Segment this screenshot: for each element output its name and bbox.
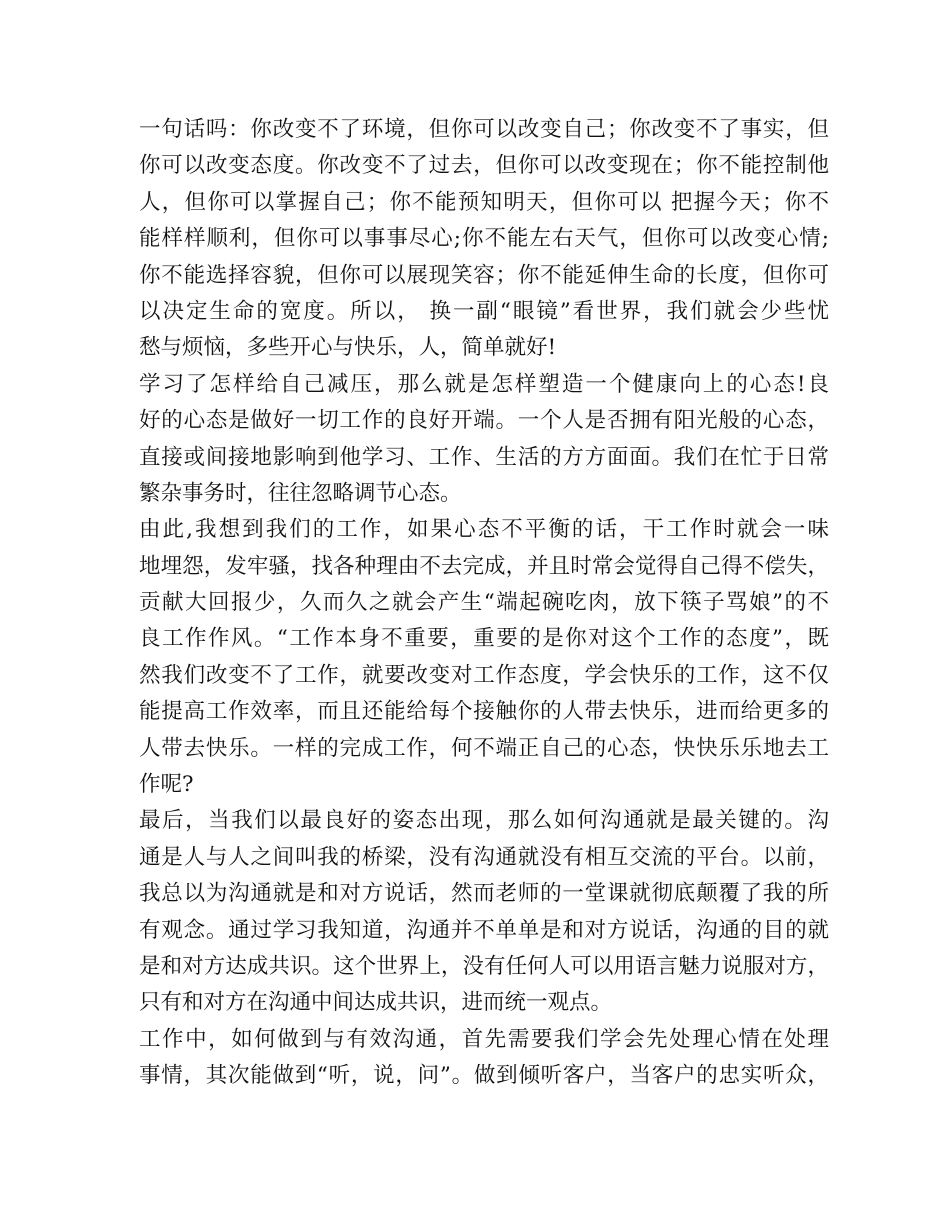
text-line: 能提高工作效率，而且还能给每个接触你的人带去快乐，进而给更多的 [139, 699, 829, 725]
text-line: 能样样顺利，但你可以事事尽心;你不能左右天气，但你可以改变心情; [139, 226, 829, 252]
text-line: 你不能选择容貌，但你可以展现笑容；你不能延伸生命的长度，但你可 [139, 262, 829, 288]
text-line: 贡献大回报少，久而久之就会产生“端起碗吃肉，放下筷子骂娘”的不 [139, 590, 829, 616]
document-body [139, 112, 829, 1095]
text-line: 有观念。通过学习我知道，沟通并不单单是和对方说话，沟通的目的就 [139, 917, 829, 943]
text-line: 只有和对方在沟通中间达成共识，进而统一观点。 [139, 990, 613, 1016]
text-line: 你可以改变态度。你改变不了过去，但你可以改变现在；你不能控制他 [139, 153, 829, 179]
text-line: 愁与烦恼，多些开心与快乐，人，简单就好! [139, 335, 557, 361]
text-line: 学习了怎样给自己减压，那么就是怎样塑造一个健康向上的心态!良 [139, 371, 829, 397]
text-line: 繁杂事务时，往往忽略调节心态。 [139, 480, 462, 506]
text-line: 最后，当我们以最良好的姿态出现，那么如何沟通就是最关键的。沟 [139, 808, 829, 834]
text-line: 由此,我想到我们的工作，如果心态不平衡的话，干工作时就会一味 [139, 517, 829, 543]
text-line: 良工作作风。“工作本身不重要，重要的是你对这个工作的态度”，既 [139, 626, 829, 652]
text-line: 工作中，如何做到与有效沟通，首先需要我们学会先处理心情在处理 [139, 1026, 829, 1052]
text-line: 好的心态是做好一切工作的良好开端。一个人是否拥有阳光般的心态， [139, 408, 829, 434]
text-line: 是和对方达成共识。这个世界上，没有任何人可以用语言魅力说服对方， [139, 953, 829, 979]
text-line: 我总以为沟通就是和对方说话，然而老师的一堂课就彻底颠覆了我的所 [139, 881, 829, 907]
text-line: 地埋怨，发牢骚，找各种理由不去完成，并且时常会觉得自己得不偿失， [139, 553, 829, 579]
text-line: 直接或间接地影响到他学习、工作、生活的方方面面。我们在忙于日常 [139, 444, 829, 470]
text-line: 人带去快乐。一样的完成工作，何不端正自己的心态，快快乐乐地去工 [139, 735, 829, 761]
text-line: 事情，其次能做到“听，说，问”。做到倾听客户，当客户的忠实听众， [139, 1063, 829, 1089]
text-line: 通是人与人之间叫我的桥梁，没有沟通就没有相互交流的平台。以前， [139, 844, 829, 870]
text-line: 然我们改变不了工作，就要改变对工作态度，学会快乐的工作，这不仅 [139, 662, 829, 688]
text-line: 作呢? [139, 772, 194, 798]
text-line: 人，但你可以掌握自己；你不能预知明天，但你可以 把握今天；你不 [139, 189, 829, 215]
text-line: 一句话吗：你改变不了环境，但你可以改变自己；你改变不了事实，但 [139, 117, 829, 142]
text-line: 以决定生命的宽度。所以， 换一副“眼镜”看世界，我们就会少些忧 [139, 298, 829, 324]
